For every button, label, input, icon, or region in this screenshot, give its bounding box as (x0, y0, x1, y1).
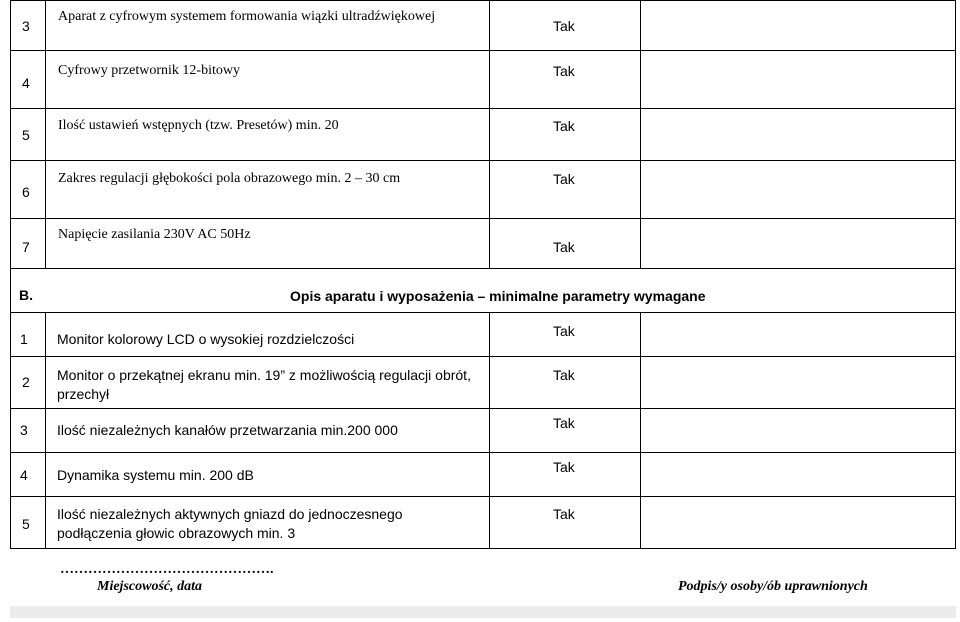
row-number: 2 (22, 374, 30, 390)
row-description: Aparat z cyfrowym systemem formowania wiązki ultradźwiękowej (58, 9, 436, 24)
row-border (10, 548, 956, 549)
row-border (10, 408, 956, 409)
row-border (10, 108, 956, 109)
row-number: 1 (20, 331, 28, 347)
row-description: Monitor o przekątnej ekranu min. 19” z możliwością regulacji obrót, przechył (57, 367, 471, 402)
row-description: Ilość ustawień wstępnych (tzw. Presetów) min. 20 (58, 118, 339, 133)
row-value: Tak (553, 367, 575, 383)
section-title: Opis aparatu i wyposażenia – minimalne parametry wymagane (290, 288, 706, 304)
col-border (45, 312, 46, 548)
row-border (10, 452, 956, 453)
row-border (10, 160, 956, 161)
place-date-label: Miejscowość, data (97, 579, 202, 594)
row-border (10, 50, 956, 51)
row-value: Tak (553, 118, 575, 134)
page-bottom-strip (10, 606, 956, 618)
row-value: Tak (553, 459, 575, 475)
col-border (10, 0, 11, 548)
row-value: Tak (553, 171, 575, 187)
row-border (10, 496, 956, 497)
row-border (10, 268, 956, 269)
row-value: Tak (553, 63, 575, 79)
col-border (955, 0, 956, 548)
row-description: Ilość niezależnych aktywnych gniazd do jednoczesnego podłączenia głowic obrazowych min. 3 (57, 506, 403, 541)
row-description: Cyfrowy przetwornik 12-bitowy (58, 63, 240, 78)
col-border (489, 312, 490, 548)
row-border (10, 356, 956, 357)
col-border (489, 0, 490, 268)
row-description: Zakres regulacji głębokości pola obrazowego min. 2 – 30 cm (58, 171, 401, 186)
row-number: 5 (22, 516, 30, 532)
row-border (10, 218, 956, 219)
row-description: Monitor kolorowy LCD o wysokiej rozdzielczości (57, 331, 355, 347)
row-value: Tak (553, 239, 575, 255)
row-description: Napięcie zasilania 230V AC 50Hz (58, 227, 251, 242)
signature-dots: ………………………………………. (60, 562, 274, 577)
row-number: 4 (20, 467, 28, 483)
row-number: 3 (22, 18, 30, 34)
row-value: Tak (553, 415, 575, 431)
row-border (10, 312, 956, 313)
row-number: 6 (22, 184, 30, 200)
col-border (640, 312, 641, 548)
section-letter: B. (19, 287, 33, 303)
col-border (45, 0, 46, 268)
row-value: Tak (553, 323, 575, 339)
col-border (640, 0, 641, 268)
row-border (10, 0, 956, 1)
row-number: 5 (22, 127, 30, 143)
row-number: 4 (22, 75, 30, 91)
row-number: 7 (22, 239, 30, 255)
row-description: Ilość niezależnych kanałów przetwarzania min.200 000 (57, 422, 398, 438)
row-description: Dynamika systemu min. 200 dB (57, 467, 254, 483)
row-number: 3 (20, 422, 28, 438)
row-value: Tak (553, 18, 575, 34)
row-value: Tak (553, 506, 575, 522)
signature-label: Podpis/y osoby/ób uprawnionych (678, 579, 868, 594)
